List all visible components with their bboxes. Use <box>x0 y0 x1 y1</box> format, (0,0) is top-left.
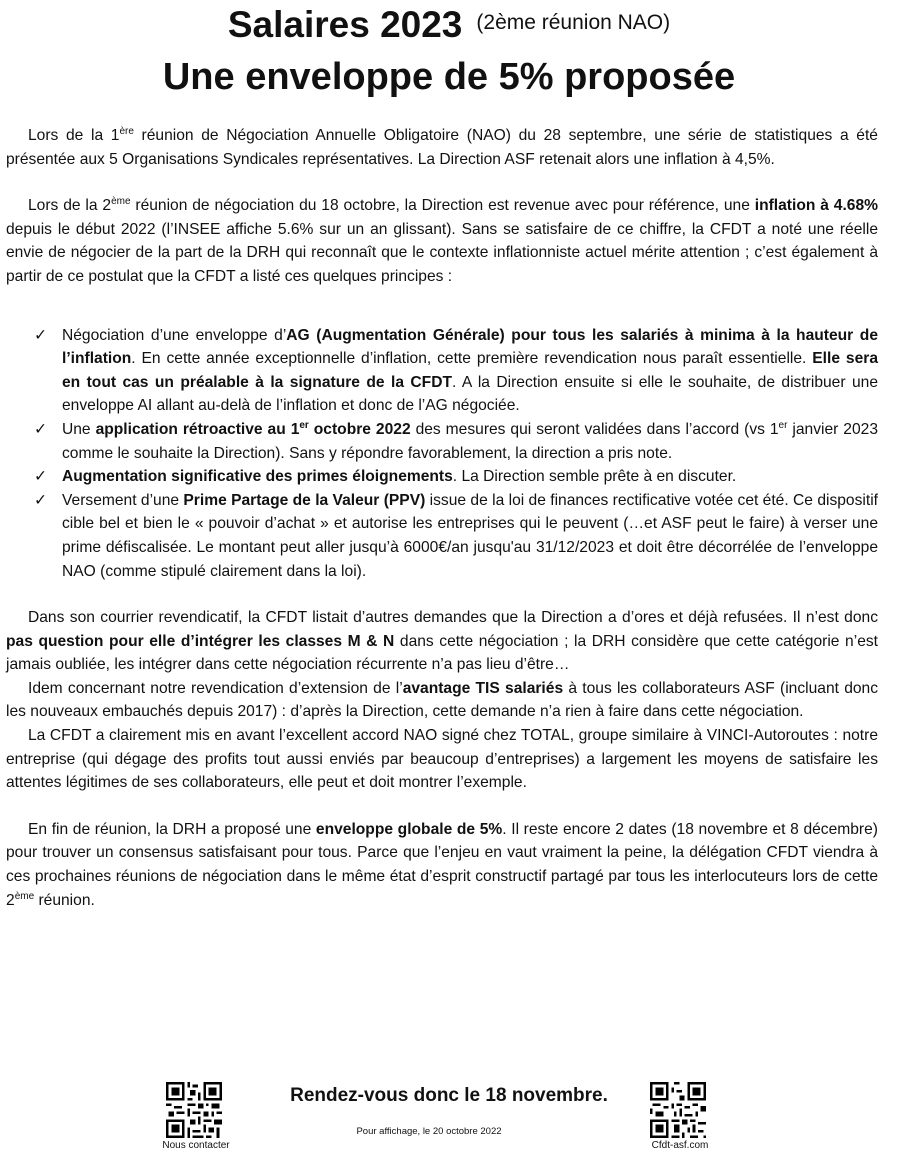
paragraph-6: En fin de réunion, la DRH a proposé une enveloppe globale de 5%. Il reste encore 2 dates (18 novembre et 8 décembre) pour trouver un consensus satisfaisant pour tous. Parce que l’enjeu en vaut vraiment la peine, la délégation CFDT viendra à ces prochaines réunions de négociation dans le même état d’esprit constructif partagé par tous les interlocuteurs lors de cette 2ème réunion. <box>6 820 878 909</box>
qr-code-website-icon[interactable] <box>650 1082 706 1138</box>
rendezvous-callout: Rendez-vous donc le 18 novembre. <box>290 1085 608 1106</box>
list-item: ✓ Négociation d’une enveloppe d’AG (Augmentation Générale) pour tous les salariés à minima à la hauteur de l’inflation. En cette année exceptionnelle d’inflation, cette première revendication nous paraît essentielle. Elle sera en tout cas un préalable à la signature de la CFDT. A la Direction ensuite si elle le souhaite, de distribuer une enveloppe AI allant au-delà de l’inflation et donc de l’AG négociée. <box>62 324 878 418</box>
list-item: ✓ Augmentation significative des primes éloignements. La Direction semble prête à en discuter. <box>62 465 878 489</box>
list-item: ✓ Une application rétroactive au 1er octobre 2022 des mesures qui seront validées dans l’accord (vs 1er janvier 2023 comme le souhaite la Direction). Sans y répondre favorablement, la direction a pris note. <box>34 419 878 462</box>
check-icon: ✓ <box>34 468 48 486</box>
subtitle: Une enveloppe de 5% proposée <box>162 56 736 98</box>
title-main: Salaires 2023 <box>227 4 463 45</box>
paragraph-4: Idem concernant notre revendication d’extension de l’avantage TIS salariés à tous les collaborateurs ASF (incluant donc les nouveaux embauchés depuis 2017) : d’après la Direction, cette demande n’a rien à faire dans cette négociation. <box>6 679 879 721</box>
paragraph-5: La CFDT a clairement mis en avant l’excellent accord NAO signé chez TOTAL, groupe similaire à VINCI-Autoroutes : notre entreprise (qui dégage des profits tout aussi enviés par beaucoup d’entreprises) a largement les moyens de satisfaire les attentes légitimes de ses collaborateurs, elle peut et doit montrer l’exemple. <box>6 727 878 792</box>
principles-list <box>6 324 878 584</box>
list-item: ✓ Versement d’une Prime Partage de la Valeur (PPV) issue de la loi de finances rectificative votée cet été. Ce dispositif cible bel et bien le « pouvoir d’achat » et autorise les entreprises qui le peuvent (…et ASF peut le faire) à verser une prime défiscalisée. Le montant peut aller jusqu’à 6000€/an jusqu'au 31/12/2023 et doit être décorrélée de l’enveloppe NAO (comme stipulé clairement dans la loi). <box>62 489 878 583</box>
check-icon: ✓ <box>34 491 48 509</box>
check-icon: ✓ <box>34 326 48 344</box>
paragraph-2: Lors de la 2ème réunion de négociation du 18 octobre, la Direction est revenue avec pour référence, une inflation à 4.68% depuis le début 2022 (l’INSEE affiche 5.6% sur un an glissant). Sans se satisfaire de ce chiffre, la CFDT a noté une réelle envie de négocier de la part de la DRH qui reconnaît que le contexte inflationniste actuel mérite attention ; c’est également à partir de ce postulat que la CFDT a listé ces quelques principes : <box>6 196 878 285</box>
paragraph-1: Lors de la 1ère réunion de Négociation Annuelle Obligatoire (NAO) du 28 septembre, une série de statistiques a été présentée aux 5 Organisations Syndicales représentatives. La Direction ASF retenait alors une inflation à 4,5%. <box>6 125 878 168</box>
qr-right-label: Cfdt-asf.com <box>651 1140 709 1151</box>
posting-date: Pour affichage, le 20 octobre 2022 <box>356 1126 502 1137</box>
paragraph-3: Dans son courrier revendicatif, la CFDT listait d’autres demandes que la Direction a d’ores et déjà refusées. Il n’est donc pas question pour elle d’intégrer les classes M & N dans cette négociation ; la DRH considère que cette catégorie n’est jamais oubliée, les intégrer dans cette négociation récurrente n’a pas lieu d’être… <box>6 609 878 674</box>
document-body <box>6 124 878 912</box>
title-line <box>0 4 898 46</box>
qr-left-label: Nous contacter <box>162 1140 230 1151</box>
check-icon: ✓ <box>34 420 48 438</box>
title-aside: (2ème réunion NAO) <box>476 11 671 34</box>
